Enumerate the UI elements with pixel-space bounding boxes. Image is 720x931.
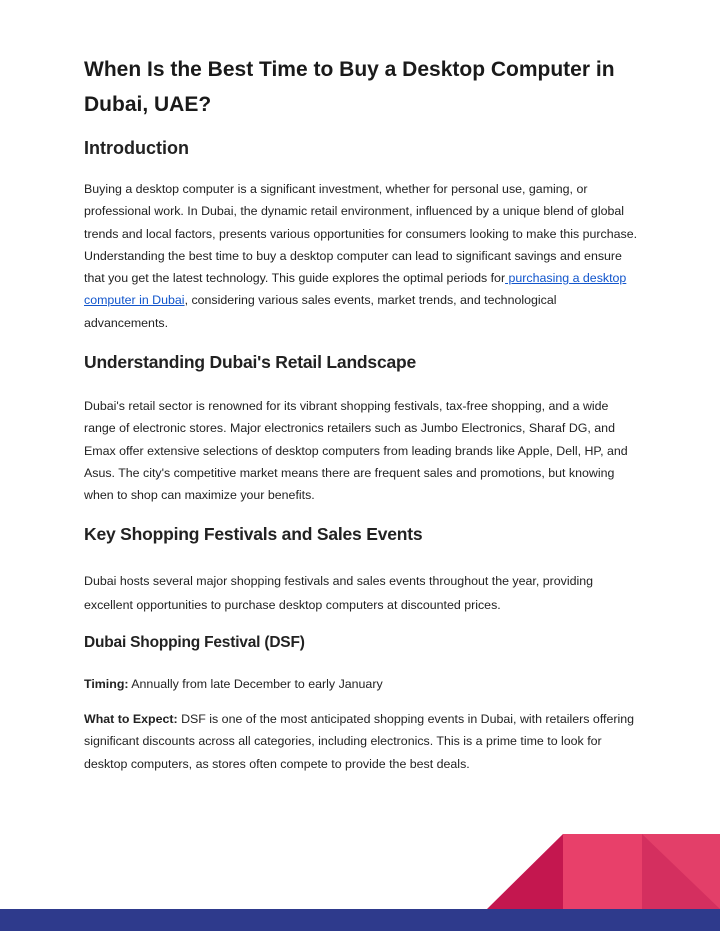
what-to-expect-text: DSF is one of the most anticipated shopping events in Dubai, with retailers offering significant discounts across all categories, including electronics. This is a prime time to look for desktop computers, as stores often compete to provide the best deals. (84, 712, 635, 771)
introduction-heading: Introduction (84, 138, 189, 158)
purchasing-desktop-link[interactable]: purchasing a desktop computer in Dubai (84, 271, 627, 308)
footer-bar (0, 909, 720, 931)
dsf-timing (84, 673, 640, 695)
introduction-paragraph (84, 178, 640, 334)
crimson-triangle-shape (487, 834, 563, 909)
shopping-festivals-heading: Key Shopping Festivals and Sales Events (84, 524, 423, 544)
pink-corner-block-shape (642, 834, 720, 909)
retail-landscape-heading: Understanding Dubai's Retail Landscape (84, 352, 417, 372)
retail-landscape-paragraph: Dubai's retail sector is renowned for its vibrant shopping festivals, tax-free shopping, and a wide range of electronic stores. Major electronics retailers such as Jumbo Electronics, Sharaf DG, and Emax offer extensive selections of desktop computers from leading brands like Apple, Dell, HP, and Asus. The city's competitive market means there are frequent sales and promotions, but knowing when to shop can maximize your benefits. (84, 399, 628, 503)
timing-label: Timing: (84, 677, 129, 691)
what-to-expect-label: What to Expect: (84, 712, 178, 726)
document-title: When Is the Best Time to Buy a Desktop Computer in Dubai, UAE? (84, 58, 615, 116)
dsf-heading: Dubai Shopping Festival (DSF) (84, 634, 305, 651)
pink-block-shape (563, 834, 642, 909)
dsf-what-to-expect (84, 708, 640, 775)
pink-corner-shade-shape (642, 834, 720, 909)
introduction-text-start: Buying a desktop computer is a significant investment, whether for personal use, gaming, or professional work. In Dubai, the dynamic retail environment, influenced by a unique blend of global trends and local factors, presents various opportunities for consumers looking to make this purchase. Understanding the best time to buy a desktop computer can lead to significant savings and ensure that you get the latest technology. This guide explores the optimal periods for (84, 182, 638, 286)
timing-text: Annually from late December to early January (128, 677, 383, 691)
introduction-text-end: , considering various sales events, market trends, and technological advancements. (84, 293, 557, 330)
shopping-festivals-paragraph: Dubai hosts several major shopping festivals and sales events throughout the year, providing excellent opportunities to purchase desktop computers at discounted prices. (84, 574, 594, 612)
